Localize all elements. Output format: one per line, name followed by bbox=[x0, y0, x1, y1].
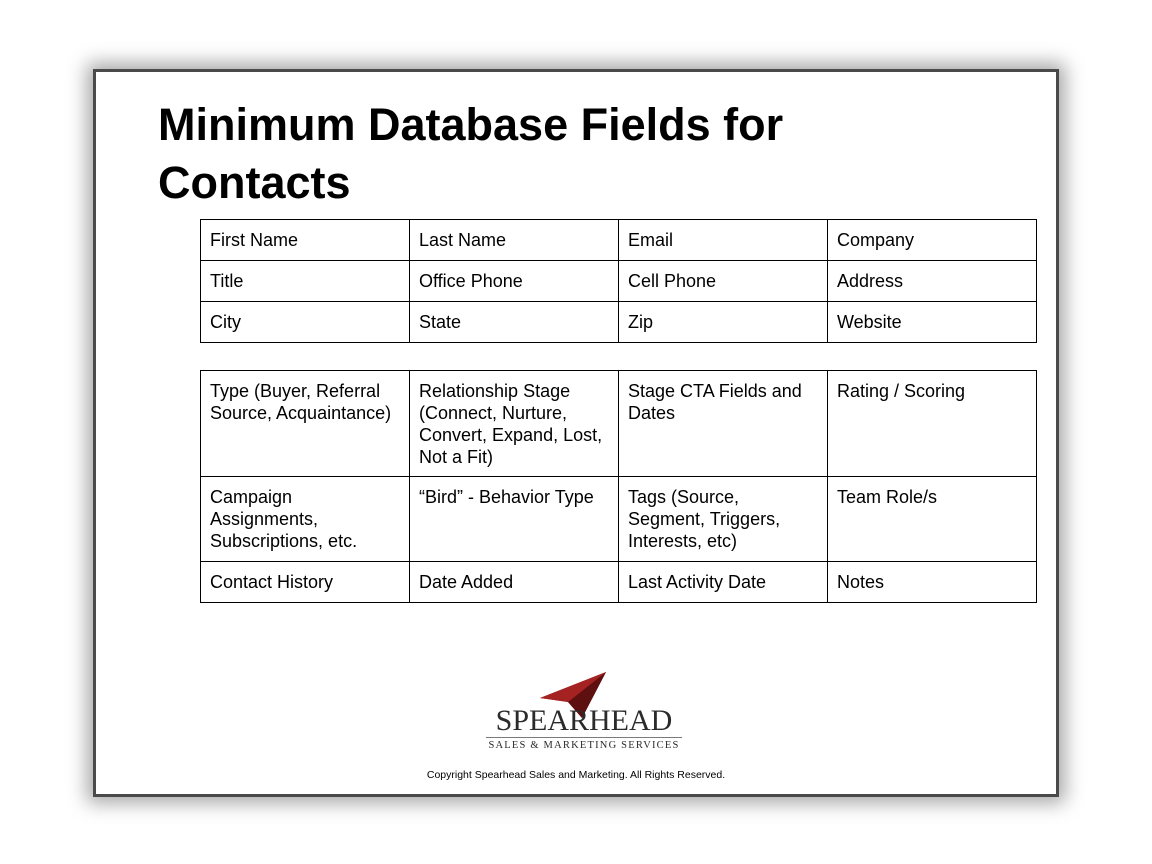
table-cell: “Bird” - Behavior Type bbox=[410, 477, 619, 562]
table-cell: Relationship Stage (Connect, Nurture, Convert, Expand, Lost, Not a Fit) bbox=[410, 371, 619, 477]
table-row bbox=[201, 477, 1037, 562]
table-row bbox=[201, 261, 1037, 302]
table-cell: Campaign Assignments, Subscriptions, etc. bbox=[201, 477, 410, 562]
table-cell: Website bbox=[828, 302, 1037, 343]
table-cell: Rating / Scoring bbox=[828, 371, 1037, 477]
table-cell: Office Phone bbox=[410, 261, 619, 302]
slide-title: Minimum Database Fields for Contacts bbox=[158, 99, 784, 208]
table-row bbox=[201, 562, 1037, 603]
table-cell: Tags (Source, Segment, Triggers, Interests, etc) bbox=[619, 477, 828, 562]
basic-fields-table bbox=[200, 219, 1037, 343]
spearhead-logo bbox=[484, 670, 684, 756]
table-cell: Cell Phone bbox=[619, 261, 828, 302]
table-cell: Company bbox=[828, 220, 1037, 261]
logo-word-left: SPEAR bbox=[495, 704, 590, 737]
table-row bbox=[201, 371, 1037, 477]
crm-fields-table bbox=[200, 370, 1037, 603]
table-cell: Type (Buyer, Referral Source, Acquaintance) bbox=[201, 371, 410, 477]
table-cell: Title bbox=[201, 261, 410, 302]
table-cell: Zip bbox=[619, 302, 828, 343]
table-row bbox=[201, 220, 1037, 261]
table-cell: Address bbox=[828, 261, 1037, 302]
logo-divider bbox=[486, 737, 682, 738]
logo-tagline: SALES & MARKETING SERVICES bbox=[488, 740, 680, 751]
table-cell: Last Name bbox=[410, 220, 619, 261]
table-cell: Contact History bbox=[201, 562, 410, 603]
table-cell: Stage CTA Fields and Dates bbox=[619, 371, 828, 477]
table-cell: First Name bbox=[201, 220, 410, 261]
logo-word-right: HEAD bbox=[589, 704, 673, 737]
copyright-notice: Copyright Spearhead Sales and Marketing. All Rights Reserved. bbox=[426, 769, 726, 781]
logo-wordmark bbox=[484, 704, 684, 738]
table-cell: State bbox=[410, 302, 619, 343]
table-cell: Team Role/s bbox=[828, 477, 1037, 562]
table-cell: Email bbox=[619, 220, 828, 261]
table-row bbox=[201, 302, 1037, 343]
slide bbox=[93, 69, 1059, 797]
table-cell: City bbox=[201, 302, 410, 343]
table-cell: Notes bbox=[828, 562, 1037, 603]
table-cell: Date Added bbox=[410, 562, 619, 603]
table-cell: Last Activity Date bbox=[619, 562, 828, 603]
